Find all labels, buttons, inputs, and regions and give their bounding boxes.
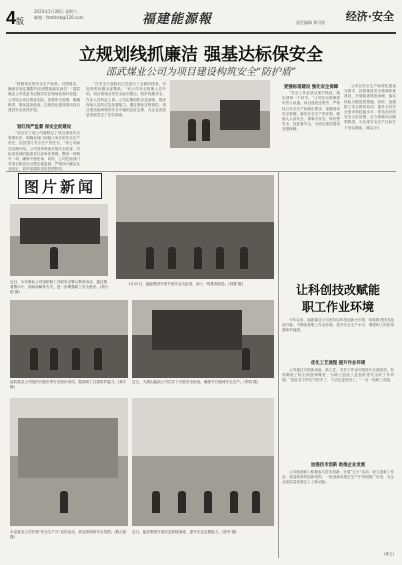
article-column-1b [8, 131, 80, 171]
issue-meta [34, 9, 84, 21]
news-photo-2 [10, 204, 108, 276]
section-divider [6, 171, 396, 172]
news-photo-4 [132, 300, 274, 378]
news-caption-5: 永定煤业公司开展“安全生产月”宣传活动，营造浓厚的安全氛围。(陈立新 摄) [10, 530, 127, 539]
paper-name: 福建能源報 [142, 12, 213, 27]
article-paragraph: “项目开工前公司就制定了项目建设安全管理办法，明确各部门和施工单位的安全生产责任，层层签订安全生产责任书。”该公司副总经理介绍。公司坚持每周开展安全检查，对检查发现的隐患实行清单化管理，整改一项销号一项，确保不留死角。同时，公司纪检部门对项目建设全过程实施监督，严格执行廉洁从业规定，筑牢拒腐防变的思想防线。 [8, 131, 80, 171]
page-header [0, 0, 402, 34]
article-paragraph: “安全工作必须从细节抓起，落实到每一个环节。”公司安全管理部负责人说道。项目建设过程中，严格执行安全生产标准化要求，加强现场安全管理，落实安全生产责任制，做到人人讲安全、事事为安全、时时想安全、处处要安全，为项目建设提供坚强保障。 [282, 91, 340, 132]
side-body-2 [282, 470, 394, 550]
header-rule [6, 32, 396, 34]
article-column-4 [344, 84, 396, 172]
article-paragraph: 公司以安全生产标准化建设为抓手，持续推进安全管理体系建设，开展隐患排查治理，落实风险分级管控措施。同时，加强职工安全教育培训，提升全员安全意识和技能水平，营造良好的安全文化氛围，全力保障项目顺利推进，为实现安全生产目标打下坚实基础。(陈志平) [344, 84, 396, 130]
side-paragraph: 公司通过引进新设备、新工艺，对井下作业环境进行全面改造，有效降低了粉尘浓度和噪音，为职工创造了更加舒适安全的工作环境。“现在井下的空气好多了，干活也更有劲了。”一名一线职工说道。 [282, 368, 394, 383]
side-body-1 [282, 368, 394, 460]
news-caption-3: 邵武煤业公司组织开展冬季安全知识培训，提高职工自我防护能力。(黄宇 摄) [10, 380, 127, 389]
issue-date: 2023年1月28日 星期六 [34, 9, 78, 14]
side-subtitle-2: 加强技术创新 助推企业发展 [310, 463, 366, 468]
news-photo-3 [10, 300, 128, 378]
side-paragraph: 公司鼓励职工积极参与技术创新，开展“五小”活动，设立创新工作室，营造浓厚的创新氛围，一批创新成果在生产中得到推广应用，为企业高质量发展注入了新动能。 [282, 470, 394, 485]
issue-email: 邮箱：fzmthsb@126.com [34, 15, 84, 20]
article-subtitle-2: 更强标准建设 强化安全保障 [283, 85, 339, 90]
section-title: 经济·安全 [345, 10, 394, 23]
page-number-label: 版 [16, 17, 25, 26]
side-subtitle-1: 优化工艺流程 提升作业环境 [310, 361, 366, 366]
editor-line: 责任编辑 黄可欣 [296, 20, 326, 25]
photo-news-banner: 图片新闻 [18, 173, 102, 199]
article-paragraph: “在安全方面我们已经进行了全面的排查，对发现的问题全部整改。”该公司安全管理人员介绍。项目现场各类安全标识醒目，防护设施齐全，作业人员持证上岗。公司定期组织应急演练，提高现场人员的应急处置能力。通过强化过程管控，项目建设始终保持安全平稳的良好态势，为企业高质量发展奠定了坚实基础。 [86, 82, 166, 118]
news-caption-4: 近日，天湖山能源公司在井下开展安全检查，确保节日期间安全生产。(李明 摄) [132, 380, 259, 384]
news-caption-1: 近日，永安煤业公司组织职工开展安全警示教育活动，通过观看警示片、现场讲解等方式，进一步增强职工安全意识。(郑小明 摄) [10, 280, 109, 294]
news-photo-6 [132, 398, 274, 526]
side-headline-line1: 让科创技改赋能 [295, 283, 380, 297]
news-photo-1 [116, 175, 274, 279]
news-photo-5 [10, 398, 128, 526]
side-intro [282, 318, 394, 358]
side-paragraph: 今年以来，福建煤业公司坚持以科技创新为引领，持续推进技术改造升级，不断改善职工作业环境，提升安全生产水平，增强职工的获得感和幸福感。 [282, 318, 394, 333]
article-photo [170, 80, 270, 148]
main-subhead: 邵武煤业公司为项目建设构筑安全“防护盾” [105, 67, 297, 78]
column-divider [278, 172, 279, 558]
article-column-2 [86, 82, 166, 148]
news-caption-6: 近日，能化集团开展应急救援演练，提升应急处置能力。(张华 摄) [132, 530, 237, 534]
news-caption-2: 1月12日，福能集团开展节前安全大检查，深入一线排查隐患。(林强 摄) [128, 282, 244, 286]
article-paragraph: “按照项目的安全生产标准，对照要求，确保在规定期限内完成整改落实到位！”邵武煤业公司党委书记陈学东在现场检查时说道。公司结合项目推进实际，加强安全管理，明确职责，强化监督检查，以规范化建设推动项目建设安全高效开展。 [8, 82, 80, 113]
main-headline: 立规划线抓廉洁 强基达标保安全 [79, 45, 323, 65]
side-headline-line2: 职工作业环境 [301, 300, 374, 314]
side-byline: (林立) [384, 552, 394, 556]
article-column-3 [282, 91, 340, 171]
page-number: 4版 [6, 8, 25, 28]
article-subtitle-1: 划红线严监督 保安全促建设 [16, 125, 72, 130]
